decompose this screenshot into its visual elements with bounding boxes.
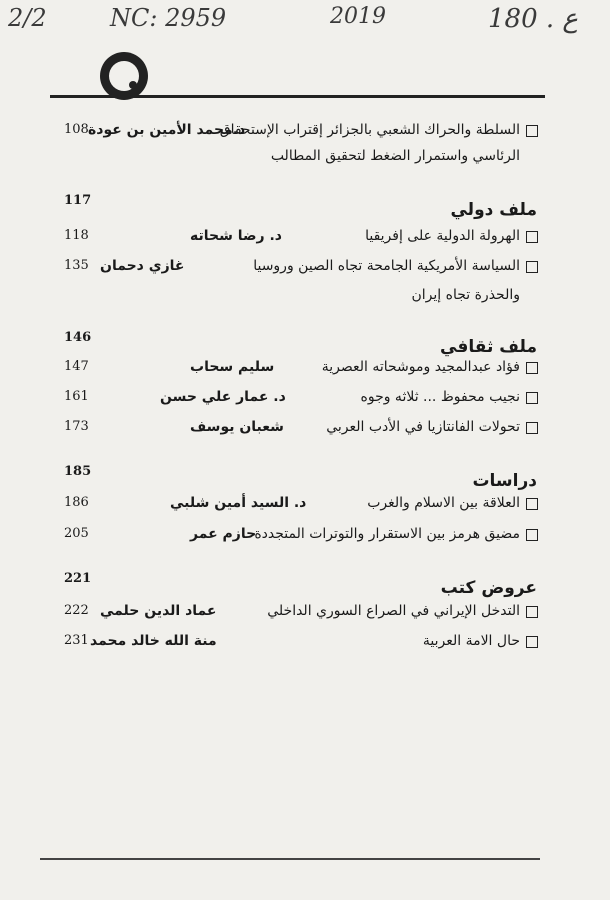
entry-author: د.محمد الأمين بن عودة <box>88 122 246 138</box>
header-rule <box>50 95 545 98</box>
entry-author: غازي دحمان <box>100 258 185 274</box>
entry-page: 108 <box>64 122 89 137</box>
toc-entry[interactable] <box>60 256 538 280</box>
checkbox-icon <box>526 392 538 404</box>
toc-entry[interactable] <box>60 601 538 625</box>
entry-title: السلطة والحراك الشعبي بالجزائر إقتراب الإستحقاق <box>219 122 520 138</box>
entry-author: حازم عمر <box>190 526 257 542</box>
entry-author: شعبان يوسف <box>190 419 284 435</box>
checkbox-icon <box>526 606 538 618</box>
toc-entry[interactable] <box>60 357 538 381</box>
entry-title: حال الامة العربية <box>422 633 520 649</box>
section-title: عروض كتب <box>440 578 537 598</box>
section-title: ملف دولي <box>450 200 537 220</box>
checkbox-icon <box>526 125 538 137</box>
checkbox-icon <box>526 498 538 510</box>
handwritten-code-note: 180 . ع <box>488 4 578 34</box>
entry-title-continued: الرئاسي واستمرار الضغط لتحقيق المطالب <box>270 148 520 164</box>
entry-author: عماد الدين حلمي <box>100 603 217 619</box>
toc-entry[interactable] <box>60 387 538 411</box>
entry-page: 205 <box>64 526 89 541</box>
handwritten-page-note: 2/2 <box>8 4 47 32</box>
checkbox-icon <box>526 362 538 374</box>
entry-title: تحولات الفانتازيا في الأدب العربي <box>326 419 520 435</box>
toc-entry[interactable] <box>60 120 538 144</box>
entry-title: السياسة الأمريكية الجامحة تجاه الصين وروسيا <box>253 258 520 274</box>
section-title: دراسات <box>472 471 537 491</box>
checkbox-icon <box>526 261 538 273</box>
checkbox-icon <box>526 636 538 648</box>
entry-page: 186 <box>64 495 89 510</box>
entry-author: د. رضا شحاته <box>190 228 282 244</box>
footer-rule <box>40 858 540 860</box>
entry-page: 173 <box>64 419 89 434</box>
checkbox-icon <box>526 529 538 541</box>
entry-author: د. السيد أمين شلبي <box>170 495 307 511</box>
toc-entry[interactable] <box>60 493 538 517</box>
toc-entry[interactable] <box>60 226 538 250</box>
toc-entry[interactable] <box>60 524 538 548</box>
entry-title: نجيب محفوظ ... ثلاثه وجوه <box>360 389 520 405</box>
toc-entry[interactable] <box>60 417 538 441</box>
entry-author: منة الله خالد محمد <box>90 633 217 649</box>
entry-title: التدخل الإيراني في الصراع السوري الداخلي <box>267 603 520 619</box>
entry-title: مضيق هرمز بين الاستقرار والتوترات المتجددة <box>254 526 520 542</box>
entry-page: 231 <box>64 633 89 648</box>
entry-page: 222 <box>64 603 89 618</box>
section-page: 117 <box>64 193 92 208</box>
entry-author: د. عمار علي حسن <box>160 389 286 405</box>
entry-page: 147 <box>64 359 89 374</box>
entry-title-continued: والحذرة تجاه إيران <box>411 287 520 303</box>
section-page: 146 <box>64 330 92 345</box>
section-title: ملف ثقافي <box>440 337 537 357</box>
section-page: 221 <box>64 571 92 586</box>
entry-page: 118 <box>64 228 89 243</box>
section-page: 185 <box>64 464 92 479</box>
toc-entry[interactable] <box>60 631 538 655</box>
entry-page: 135 <box>64 258 89 273</box>
handwritten-year-note: 2019 <box>330 4 386 29</box>
checkbox-icon <box>526 231 538 243</box>
entry-author: سليم سحاب <box>190 359 275 375</box>
handwritten-nc-note: NC: 2959 <box>110 4 227 32</box>
checkbox-icon <box>526 422 538 434</box>
journal-logo <box>100 52 148 100</box>
entry-title: العلاقة بين الاسلام والغرب <box>367 495 520 511</box>
entry-page: 161 <box>64 389 89 404</box>
entry-title: فؤاد عبدالمجيد وموشحاته العصرية <box>321 359 520 375</box>
entry-title: الهرولة الدولية على إفريقيا <box>365 228 520 244</box>
